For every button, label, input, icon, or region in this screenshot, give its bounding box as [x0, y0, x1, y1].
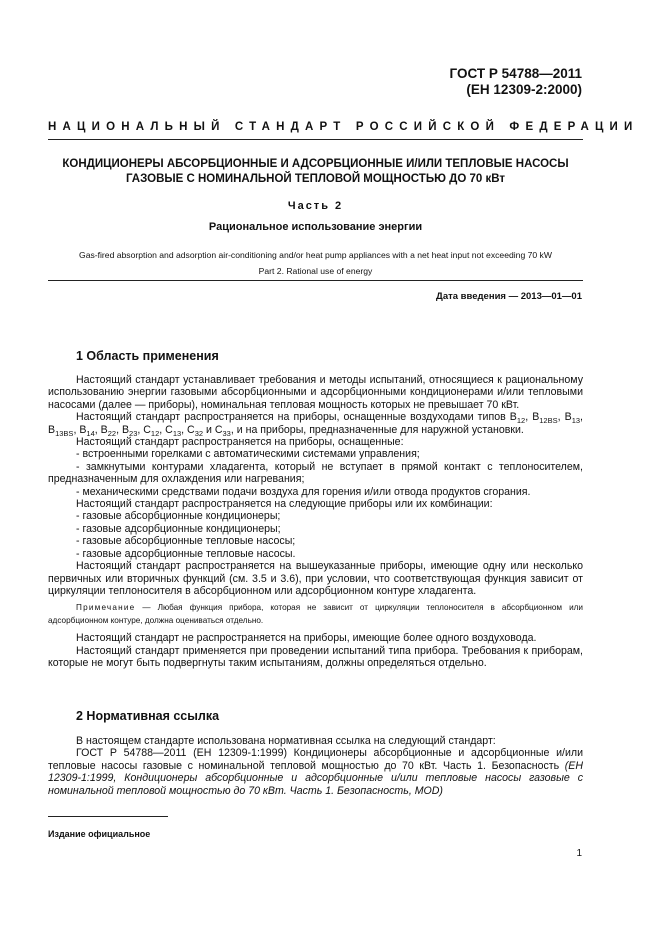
flue-type-letter: B	[532, 411, 540, 424]
note-label: Примечание	[76, 603, 136, 613]
flue-type	[79, 424, 94, 436]
flue-type-separator: ,	[73, 423, 80, 436]
flue-type-separator: и	[203, 423, 215, 436]
english-title	[40, 247, 591, 279]
document-title	[48, 157, 583, 187]
note-text: — Любая функция прибора, которая не зависит от циркуляции теплоносителя в абсорбционном или адсорбционном контуре, должна оцениваться отдельно.	[48, 603, 583, 625]
footer-rule	[48, 816, 168, 817]
flue-type	[532, 411, 558, 426]
flue-type-letter: B	[100, 423, 108, 436]
flue-types-paragraph	[48, 411, 583, 436]
equipment-item: - замкнутыми контурами хладагента, который не вступает в прямой контакт с теплоносителем, предназначенным для охлаждения или нагревания;	[48, 460, 583, 486]
flue-type	[564, 411, 581, 426]
flue-types-tail: , и на приборы, предназначенные для наружной установки.	[230, 423, 524, 436]
flue-type-subscript: 14	[86, 428, 95, 438]
english-title-rule	[48, 280, 583, 281]
flue-type	[48, 424, 73, 436]
flue-type-letter: B	[48, 423, 56, 436]
equipment-paragraph: Настоящий стандарт распространяется на приборы, оснащенные:	[76, 436, 404, 449]
flue-type-subscript: 13	[571, 416, 581, 426]
flue-type-separator: ,	[94, 423, 101, 436]
flue-type-separator: ,	[557, 411, 565, 424]
title-line-1: КОНДИЦИОНЕРЫ АБСОРБЦИОННЫЕ И АДСОРБЦИОННЫЕ И/ИЛИ ТЕПЛОВЫЕ НАСОСЫ	[62, 158, 569, 170]
flue-type	[509, 411, 526, 426]
reference-intro: В настоящем стандарте использована нормативная ссылка на следующий стандарт:	[76, 735, 496, 747]
functions-paragraph: Настоящий стандарт распространяется на вышеуказанные приборы, имеющие одну или несколько первичных или вторичных функций (см. 3.5 и 3.6), при условии, что соответствующая функция зависит от циркуляции теплоносителя в абсорбционном или адсорбционном контуре хладагента.	[48, 560, 583, 597]
flue-type-separator: ,	[181, 423, 188, 436]
flue-type	[101, 424, 116, 436]
part-label: Часть 2	[287, 200, 344, 212]
flue-type-subscript: 23	[129, 428, 138, 438]
reference-item	[48, 747, 583, 797]
flue-type-letter: B	[509, 411, 517, 424]
flue-type-subscript: 12	[516, 416, 526, 426]
flue-type-separator: ,	[525, 411, 533, 424]
scope-paragraph: Настоящий стандарт устанавливает требования и методы испытаний, относящиеся к рациональному использованию энергии газовыми абсорбционными и адсорбционными кондиционерами и/или тепловыми насосами (далее — приборы), номинальная тепловая мощность которых не превышает 70 кВт.	[48, 374, 583, 411]
document-designation	[450, 66, 582, 98]
part-title: Рациональное использование энергии	[208, 221, 423, 233]
reference-title: ГОСТ Р 54788—2011 (ЕН 12309-1:1999) Кондиционеры абсорбционные и адсорбционные и/или тепловые насосы газовые с номинальной тепловой мощностью до 70 кВт. Часть 1. Безопасность	[48, 747, 583, 772]
page-number: 1	[576, 848, 582, 859]
national-standard-banner: НАЦИОНАЛЬНЫЙ СТАНДАРТ РОССИЙСКОЙ ФЕДЕРАЦИИ	[48, 121, 639, 133]
flue-type-letter: C	[214, 423, 223, 436]
appliance-list-paragraph: Настоящий стандарт распространяется на следующие приборы или их комбинации:	[76, 498, 493, 511]
reference-en-code: (ЕН 12309-1:1999,	[48, 759, 583, 785]
section-2-heading: 2 Нормативная ссылка	[76, 709, 220, 723]
flue-type-letter: B	[79, 423, 87, 436]
exclusion-paragraph: Настоящий стандарт не распространяется на приборы, имеющие более одного воздуховода.	[76, 632, 537, 645]
note	[48, 602, 583, 627]
equipment-item: - механическими средствами подачи воздуха для горения и/или отвода продуктов сгорания.	[76, 485, 531, 498]
flue-type-subscript: 22	[107, 428, 117, 438]
flue-type	[187, 424, 203, 436]
flue-type-subscript: 13BS	[55, 428, 74, 438]
english-title-line-1: Gas-fired absorption and adsorption air-conditioning and/or heat pump appliances with a net heat input not exceeding 70 kW	[79, 250, 552, 260]
flue-type-letter: B	[121, 423, 130, 436]
reference-en-title: Кондиционеры абсорбционные и адсорбционные и/или тепловые насосы газовые с номинальной тепловой мощностью до 70 кВт. Часть 1. Безопасность, MOD)	[48, 772, 584, 797]
flue-type	[215, 424, 231, 436]
flue-type-letter: C	[187, 423, 195, 436]
flue-type	[143, 424, 159, 436]
section-1-body	[48, 374, 583, 669]
gost-number: ГОСТ Р 54788—2011	[449, 66, 582, 81]
equipment-item: - встроенными горелками с автоматическими системами управления;	[76, 448, 420, 461]
flue-type-separator: ,	[159, 423, 166, 436]
flue-type-subscript: 32	[194, 428, 204, 438]
flue-type-subscript: 33	[222, 428, 231, 438]
type-test-paragraph: Настоящий стандарт применяется при проведении испытаний типа прибора. Требования к приборам, которые не могут быть подвергнуты таким испытаниям, должны определяться отдельно.	[48, 644, 583, 669]
appliance-item: - газовые абсорбционные кондиционеры;	[76, 510, 281, 523]
flue-type-subscript: 12BS	[539, 416, 558, 426]
section-1-heading: 1 Область применения	[76, 349, 219, 363]
publication-label: Издание официальное	[48, 829, 151, 839]
section-2-body	[48, 735, 583, 797]
en-number: (ЕН 12309-2:2000)	[466, 82, 582, 97]
english-title-line-2: Part 2. Rational use of energy	[258, 266, 373, 276]
flue-type-separator: ,	[116, 423, 122, 436]
flue-type-separator: ,	[137, 423, 144, 436]
appliance-item: - газовые абсорбционные тепловые насосы;	[76, 535, 296, 548]
flue-type-subscript: 12	[150, 428, 160, 438]
flue-types-lead: Настоящий стандарт распространяется на приборы, оснащенные воздуходами типов	[76, 411, 510, 424]
flue-type	[122, 424, 137, 436]
title-line-2: ГАЗОВЫЕ С НОМИНАЛЬНОЙ ТЕПЛОВОЙ МОЩНОСТЬЮ ДО 70 кВт	[125, 173, 506, 185]
flue-type-subscript: 13	[172, 428, 182, 438]
flue-type-letter: B	[564, 411, 572, 424]
appliance-item: - газовые адсорбционные тепловые насосы.	[76, 547, 296, 560]
introduction-date: Дата введения — 2013—01—01	[436, 291, 582, 302]
top-rule	[48, 139, 583, 140]
flue-type	[165, 424, 181, 436]
flue-type-separator: ,	[580, 411, 583, 424]
flue-type-letter: C	[165, 423, 173, 436]
appliance-item: - газовые адсорбционные кондиционеры;	[76, 522, 281, 535]
flue-type-letter: C	[143, 423, 151, 436]
